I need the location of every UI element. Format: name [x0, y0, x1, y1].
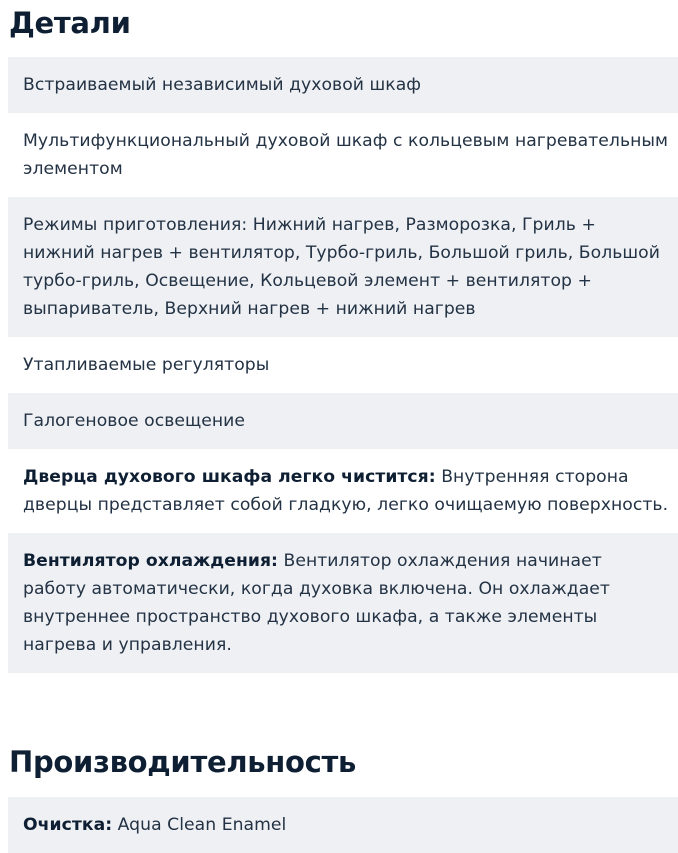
detail-item-cooling-fan — [8, 533, 678, 673]
performance-item-text: Aqua Clean Enamel — [112, 815, 287, 835]
detail-item-label: Дверца духового шкафа легко чистится: — [23, 467, 436, 487]
performance-section-title: Производительность — [9, 745, 357, 779]
performance-list — [8, 797, 678, 853]
detail-item-text: Встраиваемый независимый духовой шкаф — [23, 75, 422, 95]
detail-item-recessed-knobs — [8, 337, 678, 393]
detail-item-text: Утапливаемые регуляторы — [23, 355, 270, 375]
performance-item-cleaning — [8, 797, 678, 853]
details-list — [8, 57, 678, 673]
detail-item-text: Галогеновое освещение — [23, 411, 246, 431]
detail-item-halogen-light — [8, 393, 678, 449]
detail-item-easy-clean-door — [8, 449, 678, 533]
detail-item-text: Внутренняя сторона дверцы представляет собой гладкую, легко очищаемую поверхность. — [23, 467, 669, 515]
detail-item-text: Режимы приготовления: Нижний нагрев, Разморозка, Гриль + нижний нагрев + вентилятор, Турбо-гриль, Большой гриль, Большой турбо-гриль, Освещение, Кольцевой элемент + вентилятор + выпариватель, Верхний нагрев + нижний нагрев — [23, 215, 660, 319]
detail-item-built-in — [8, 57, 678, 113]
performance-item-label: Очистка: — [23, 815, 113, 835]
details-section-title: Детали — [9, 6, 131, 40]
detail-item-text: Мультифункциональный духовой шкаф с кольцевым нагревательным элементом — [23, 131, 669, 179]
detail-item-label: Вентилятор охлаждения: — [23, 551, 278, 571]
detail-item-text: Вентилятор охлаждения начинает работу автоматически, когда духовка включена. Он охлаждает внутреннее пространство духового шкафа, а также элементы нагрева и управления. — [23, 551, 610, 655]
detail-item-cooking-modes — [8, 197, 678, 337]
detail-item-multifunction — [8, 113, 678, 197]
